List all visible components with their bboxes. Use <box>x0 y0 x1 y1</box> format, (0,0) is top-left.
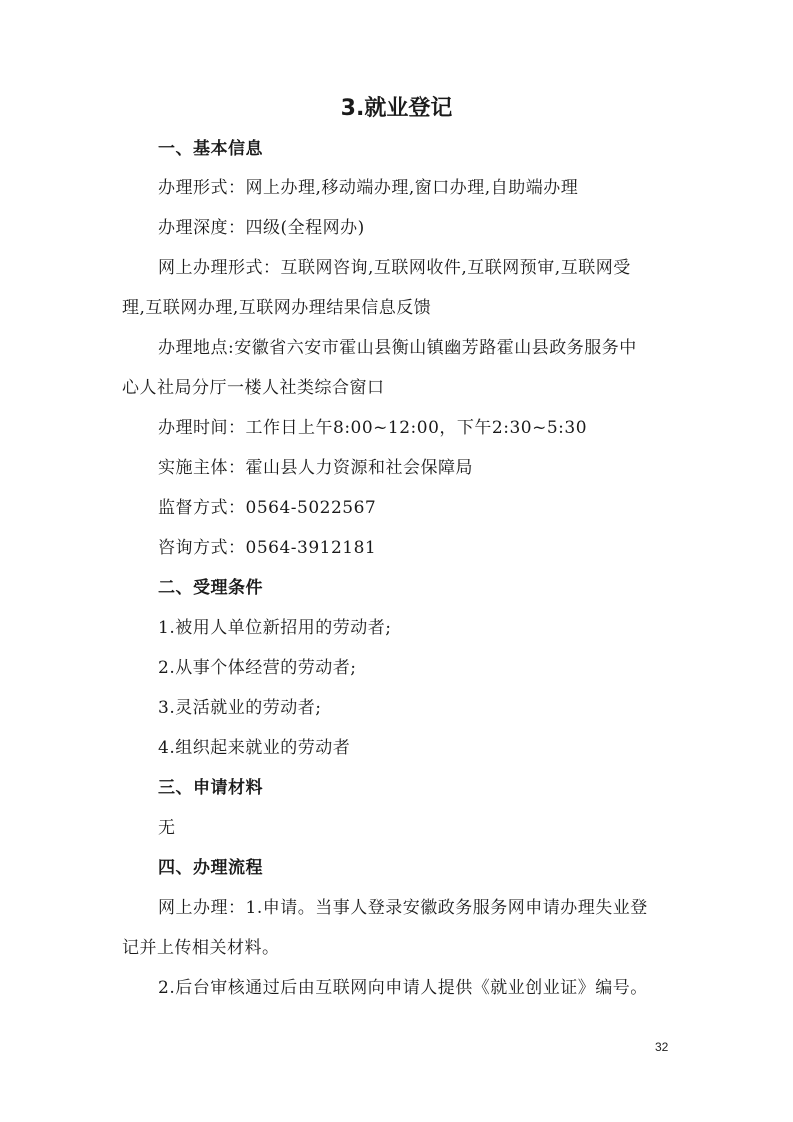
document-title: 3.就业登记 <box>340 96 453 121</box>
page-number: 32 <box>655 1040 669 1054</box>
text-line: 网上办理形式：互联网咨询,互联网收件,互联网预审,互联网受 <box>158 258 631 278</box>
text-line: 实施主体：霍山县人力资源和社会保障局 <box>158 458 473 478</box>
text-line: 监督方式：0564-5022567 <box>158 498 377 518</box>
section-heading-application-materials: 三、申请材料 <box>158 778 263 798</box>
text-line: 办理形式：网上办理,移动端办理,窗口办理,自助端办理 <box>158 178 579 198</box>
text-line: 无 <box>158 818 176 838</box>
text-line: 咨询方式：0564-3912181 <box>158 538 377 558</box>
list-item: 4.组织起来就业的劳动者 <box>158 738 351 758</box>
text-line: 办理地点:安徽省六安市霍山县衡山镇幽芳路霍山县政务服务中 <box>158 338 637 358</box>
text-line: 办理深度：四级(全程网办) <box>158 218 365 238</box>
text-line: 网上办理：1.申请。当事人登录安徽政务服务网申请办理失业登 <box>158 898 648 918</box>
list-item: 1.被用人单位新招用的劳动者; <box>158 618 392 638</box>
section-heading-basic-info: 一、基本信息 <box>158 139 263 159</box>
section-heading-process: 四、办理流程 <box>158 858 263 878</box>
text-line: 心人社局分厅一楼人社类综合窗口 <box>122 378 385 398</box>
text-line: 理,互联网办理,互联网办理结果信息反馈 <box>122 298 432 318</box>
section-heading-acceptance-conditions: 二、受理条件 <box>158 578 263 598</box>
text-line: 记并上传相关材料。 <box>122 938 280 958</box>
list-item: 3.灵活就业的劳动者; <box>158 698 322 718</box>
text-line: 办理时间：工作日上午8:00~12:00，下午2:30~5:30 <box>158 418 588 438</box>
list-item: 2.从事个体经营的劳动者; <box>158 658 357 678</box>
text-line: 2.后台审核通过后由互联网向申请人提供《就业创业证》编号。 <box>158 978 648 998</box>
